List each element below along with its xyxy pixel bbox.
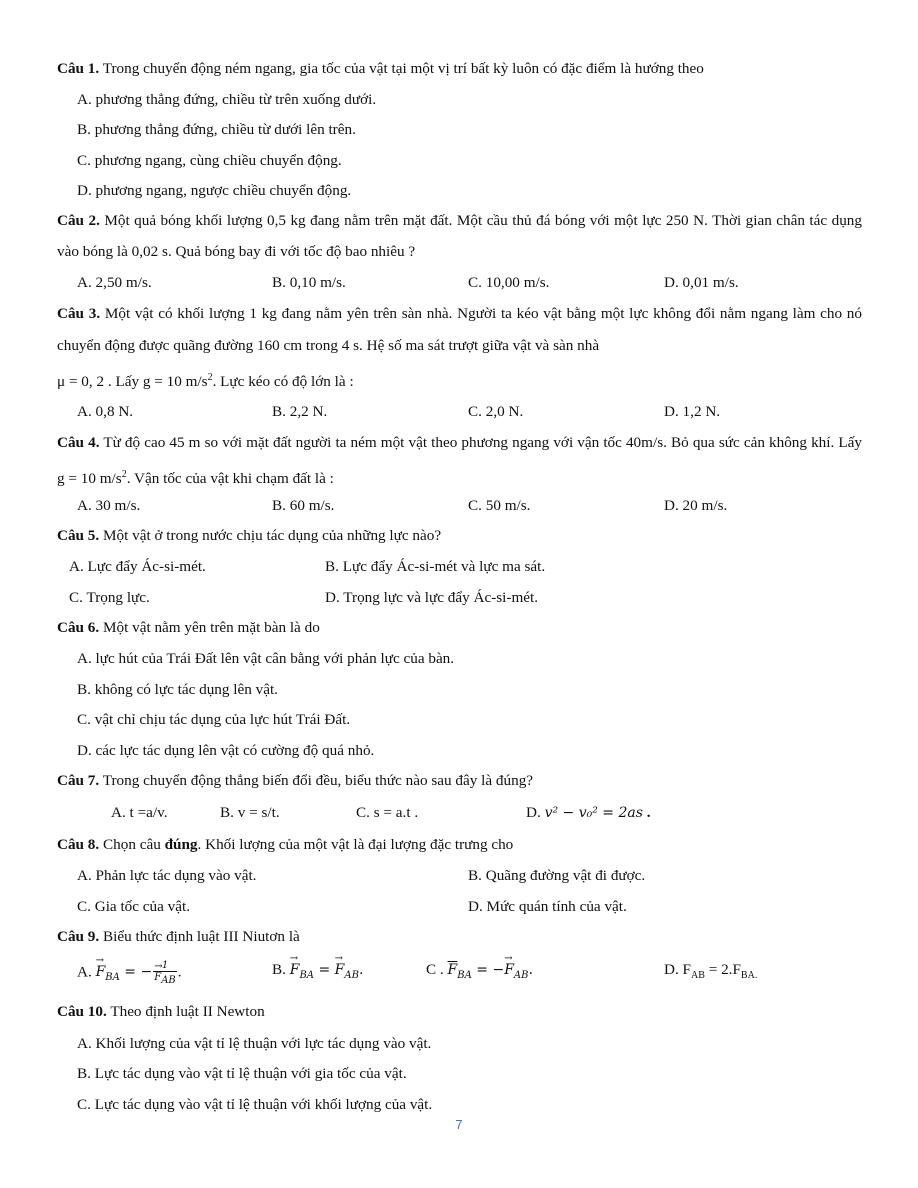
question-stem: Một vật ở trong nước chịu tác dụng của những lực nào? bbox=[99, 527, 442, 544]
question-stem: Trong chuyển động ném ngang, gia tốc của vật tại một vị trí bất kỳ luôn có đặc điểm là hướng theo bbox=[99, 60, 704, 77]
question-7 bbox=[57, 766, 862, 797]
q5-option-d: D. Trọng lực và lực đẩy Ác-si-mét. bbox=[325, 589, 539, 606]
q3-option-b: B. 2,2 N. bbox=[272, 403, 328, 420]
q6-option-d: D. các lực tác dụng lên vật có cường độ quá nhỏ. bbox=[77, 742, 375, 759]
question-5 bbox=[57, 521, 862, 552]
q5-option-a: A. Lực đẩy Ác-si-mét. bbox=[69, 558, 206, 575]
question-stem: Biểu thức định luật III Niutơn là bbox=[99, 928, 300, 945]
q2-option-a: A. 2,50 m/s. bbox=[77, 274, 152, 291]
q3-option-d: D. 1,2 N. bbox=[664, 403, 721, 420]
q4-option-a: A. 30 m/s. bbox=[77, 497, 141, 514]
q2-option-d: D. 0,01 m/s. bbox=[664, 274, 739, 291]
q8-option-d: D. Mức quán tính của vật. bbox=[468, 898, 627, 915]
q9-option-c: C . $\overline{F}_{BA}$ = −→ $F_{AB}$. bbox=[426, 960, 533, 986]
q1-option-d: D. phương ngang, ngược chiều chuyển động. bbox=[77, 182, 352, 199]
question-stem: Trong chuyển động thẳng biến đổi đều, biểu thức nào sau đây là đúng? bbox=[99, 772, 534, 789]
q5-option-c: C. Trọng lực. bbox=[69, 589, 150, 606]
q9-option-b: B. → $F_{BA}$ = → $F_{AB}$. bbox=[272, 960, 363, 986]
q4-option-d: D. 20 m/s. bbox=[664, 497, 728, 514]
question-stem: Theo định luật II Newton bbox=[106, 1003, 265, 1020]
question-9 bbox=[57, 922, 862, 953]
question-number: Câu 7. bbox=[57, 772, 100, 789]
q10-option-b: B. Lực tác dụng vào vật tỉ lệ thuận với gia tốc của vật. bbox=[77, 1065, 407, 1082]
q6-option-c: C. vật chỉ chịu tác dụng của lực hút Trái Đất. bbox=[77, 711, 351, 728]
question-number: Câu 5. bbox=[57, 527, 100, 544]
q7-option-a: A. t =a/v. bbox=[111, 804, 168, 821]
question-number: Câu 9. bbox=[57, 928, 100, 945]
q5-option-b: B. Lực đẩy Ác-si-mét và lực ma sát. bbox=[325, 558, 546, 575]
q4-option-c: C. 50 m/s. bbox=[468, 497, 531, 514]
question-number: Câu 2. bbox=[57, 212, 100, 229]
q3-option-a: A. 0,8 N. bbox=[77, 403, 134, 420]
question-number: Câu 8. bbox=[57, 836, 100, 853]
page-number: 7 bbox=[455, 1117, 463, 1132]
q7-option-d: D. v² − v₀² = 2as . bbox=[526, 804, 651, 821]
q6-option-b: B. không có lực tác dụng lên vật. bbox=[77, 681, 278, 698]
q6-option-a: A. lực hút của Trái Đất lên vật cân bằng với phản lực của bàn. bbox=[77, 650, 455, 667]
question-number: Câu 6. bbox=[57, 619, 100, 636]
q2-option-b: B. 0,10 m/s. bbox=[272, 274, 346, 291]
q7-option-c: C. s = a.t . bbox=[356, 804, 419, 821]
q10-option-a: A. Khối lượng của vật tỉ lệ thuận với lực tác dụng vào vật. bbox=[77, 1035, 432, 1052]
question-8: Câu 8. Chọn câu đúng. Khối lượng của một vật là đại lượng đặc trưng cho bbox=[57, 836, 514, 853]
question-number: Câu 1. bbox=[57, 60, 100, 77]
question-stem: Từ độ cao 45 m so với mặt đất người ta ném một vật theo phương ngang với vận tốc 40m/s. Bỏ qua sức cản không khí. Lấy g = 10 m/s bbox=[57, 434, 862, 488]
q3-stem-line: μ = 0, 2 . Lấy g = 10 $m/s^2$. Lực kéo có độ lớn là : bbox=[57, 372, 354, 391]
question-stem: Một vật nằm yên trên mặt bàn là do bbox=[99, 619, 320, 636]
q8-option-a: A. Phản lực tác dụng vào vật. bbox=[77, 867, 257, 884]
q2-option-c: C. 10,00 m/s. bbox=[468, 274, 550, 291]
question-10 bbox=[57, 997, 862, 1028]
q4-option-b: B. 60 m/s. bbox=[272, 497, 335, 514]
q10-option-c: C. Lực tác dụng vào vật tỉ lệ thuận với khối lượng của vật. bbox=[77, 1096, 433, 1113]
q3-option-c: C. 2,0 N. bbox=[468, 403, 524, 420]
question-2 bbox=[57, 206, 862, 267]
question-1 bbox=[57, 54, 862, 85]
question-4: Câu 4. Từ độ cao 45 m so với mặt đất người ta ném một vật theo phương ngang với vận tốc 40m/s. Bỏ qua sức cản không khí. Lấy g = 10 $m/s^2$. Vận tốc của vật khi chạm đất là : bbox=[57, 434, 862, 488]
question-3 bbox=[57, 298, 862, 362]
q1-option-a: A. phương thẳng đứng, chiều từ trên xuống dưới. bbox=[77, 91, 377, 108]
question-number: Câu 4. bbox=[57, 434, 100, 451]
question-6 bbox=[57, 613, 862, 644]
question-number: Câu 3. bbox=[57, 305, 101, 322]
q1-option-c: C. phương ngang, cùng chiều chuyển động. bbox=[77, 152, 342, 169]
q7-formula: v² − v₀² = 2as bbox=[544, 805, 643, 821]
question-number: Câu 10. bbox=[57, 1003, 107, 1020]
q8-option-b: B. Quãng đường vật đi được. bbox=[468, 867, 646, 884]
question-stem: Một quả bóng khối lượng 0,5 kg đang nằm trên mặt đất. Một cầu thủ đá bóng với một lực 250 N. Thời gian chân tác dụng vào bóng là 0,02 s. Quả bóng bay đi với tốc độ bao nhiêu ? bbox=[57, 212, 862, 260]
q1-option-b: B. phương thẳng đứng, chiều từ dưới lên trên. bbox=[77, 121, 356, 138]
q9-option-a: A. → $F_{BA}$ = − 1 → $F_{AB}$ . bbox=[77, 960, 182, 988]
q8-option-c: C. Gia tốc của vật. bbox=[77, 898, 191, 915]
q9-option-d: D. $F_{AB} = 2.F_{BA.}$ bbox=[664, 961, 758, 982]
question-stem: Một vật có khối lượng 1 kg đang nằm yên trên sàn nhà. Người ta kéo vật bằng một lực không đổi nằm ngang làm cho nó chuyển động được quãng đường 160 cm trong 4 s. Hệ số ma sát trượt giữa vật và sàn nhà bbox=[57, 305, 862, 354]
q7-option-b: B. v = s/t. bbox=[220, 804, 280, 821]
